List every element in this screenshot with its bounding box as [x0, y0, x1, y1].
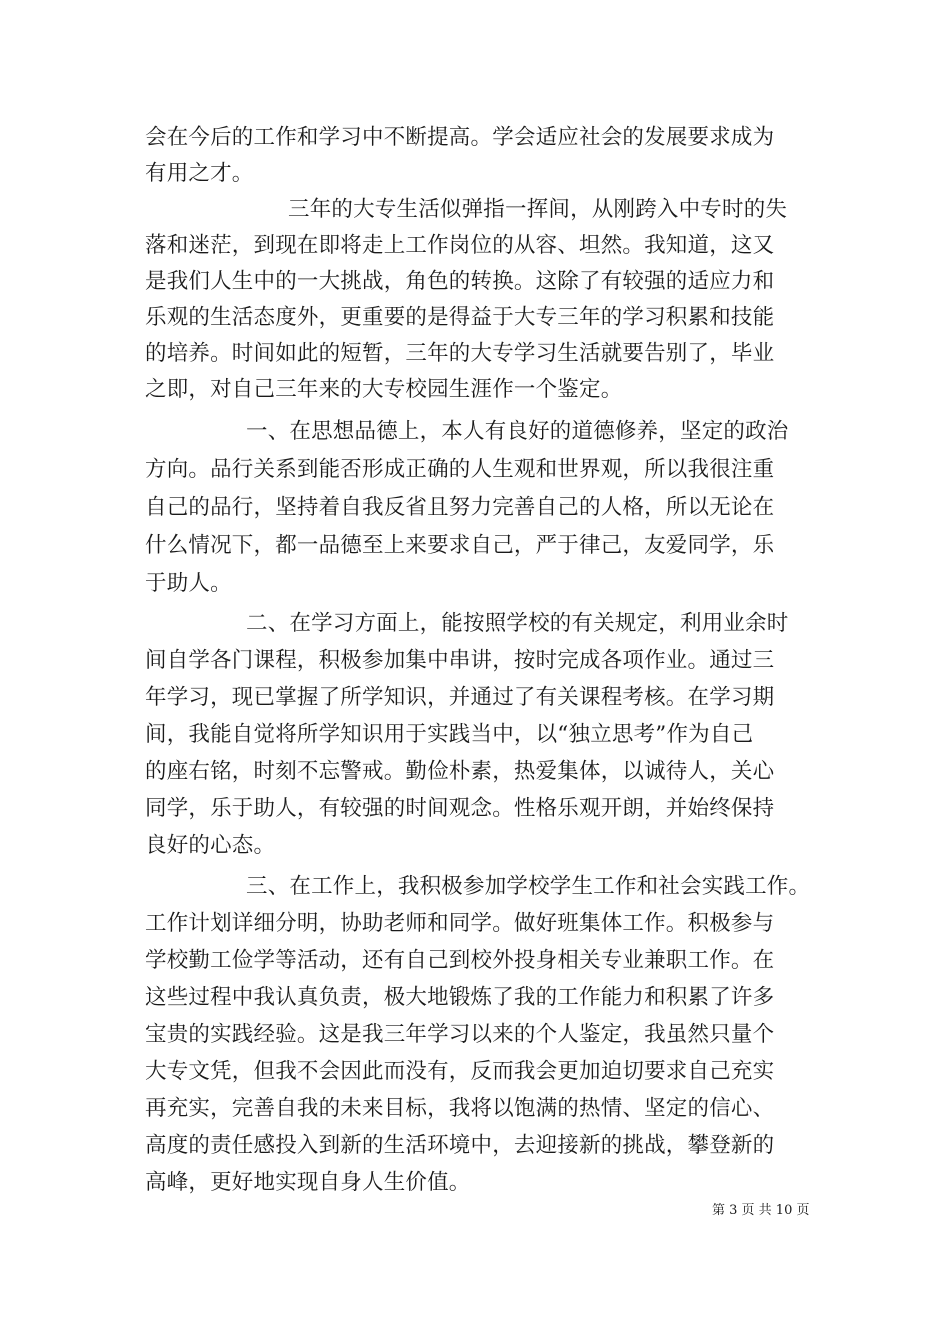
body-line: 的培养。时间如此的短暂，三年的大专学习生活就要告别了，毕业: [145, 341, 775, 366]
body-line: 什么情况下，都一品德至上来要求自己，严于律己，友爱同学，乐: [145, 533, 775, 558]
body-line: 自己的品行，坚持着自我反省且努力完善自己的人格，所以无论在: [145, 495, 775, 520]
paragraph-first-line: 一、在思想品德上，本人有良好的道德修养，坚定的政治: [246, 419, 789, 444]
paragraph-first-line: 三、在工作上，我积极参加学校学生工作和社会实践工作。: [246, 874, 811, 899]
body-line: 方向。品行关系到能否形成正确的人生观和世界观，所以我很注重: [145, 457, 775, 482]
paragraph-first-line: 三年的大专生活似弹指一挥间，从刚跨入中专时的失: [288, 197, 788, 222]
body-line: 宝贵的实践经验。这是我三年学习以来的个人鉴定，我虽然只量个: [145, 1022, 775, 1047]
body-line: 这些过程中我认真负责，极大地锻炼了我的工作能力和积累了许多: [145, 985, 775, 1010]
body-line: 的座右铭，时刻不忘警戒。勤俭朴素，热爱集体，以诚待人，关心: [145, 759, 775, 784]
body-line: 高峰，更好地实现自身人生价值。: [145, 1170, 471, 1195]
page-number: 第 3 页 共 10 页: [712, 1203, 810, 1218]
body-line: 乐观的生活态度外，更重要的是得益于大专三年的学习积累和技能: [145, 305, 775, 330]
body-line: 落和迷茫，到现在即将走上工作岗位的从容、坦然。我知道，这又: [145, 233, 775, 258]
paragraph-first-line: 二、在学习方面上，能按照学校的有关规定，利用业余时: [246, 611, 789, 636]
body-line: 再充实，完善自我的未来目标，我将以饱满的热情、坚定的信心、: [145, 1096, 775, 1121]
body-line: 大专文凭，但我不会因此而没有，反而我会更加迫切要求自己充实: [145, 1059, 775, 1084]
body-line: 是我们人生中的一大挑战，角色的转换。这除了有较强的适应力和: [145, 269, 775, 294]
body-line: 有用之才。: [145, 161, 254, 186]
body-line: 间，我能自觉将所学知识用于实践当中，以“独立思考”作为自己: [145, 722, 754, 747]
body-line: 之即，对自己三年来的大专校园生涯作一个鉴定。: [145, 377, 623, 402]
body-line: 高度的责任感投入到新的生活环境中，去迎接新的挑战，攀登新的: [145, 1133, 775, 1158]
body-line: 会在今后的工作和学习中不断提高。学会适应社会的发展要求成为: [145, 125, 775, 150]
body-line: 同学，乐于助人，有较强的时间观念。性格乐观开朗，并始终保持: [145, 796, 775, 821]
body-line: 于助人。: [145, 571, 232, 596]
body-line: 年学习，现已掌握了所学知识，并通过了有关课程考核。在学习期: [145, 685, 775, 710]
body-line: 学校勤工俭学等活动，还有自己到校外投身相关专业兼职工作。在: [145, 948, 775, 973]
body-line: 工作计划详细分明，协助老师和同学。做好班集体工作。积极参与: [145, 911, 775, 936]
body-line: 间自学各门课程，积极参加集中串讲，按时完成各项作业。通过三: [145, 648, 775, 673]
body-line: 良好的心态。: [145, 833, 276, 858]
